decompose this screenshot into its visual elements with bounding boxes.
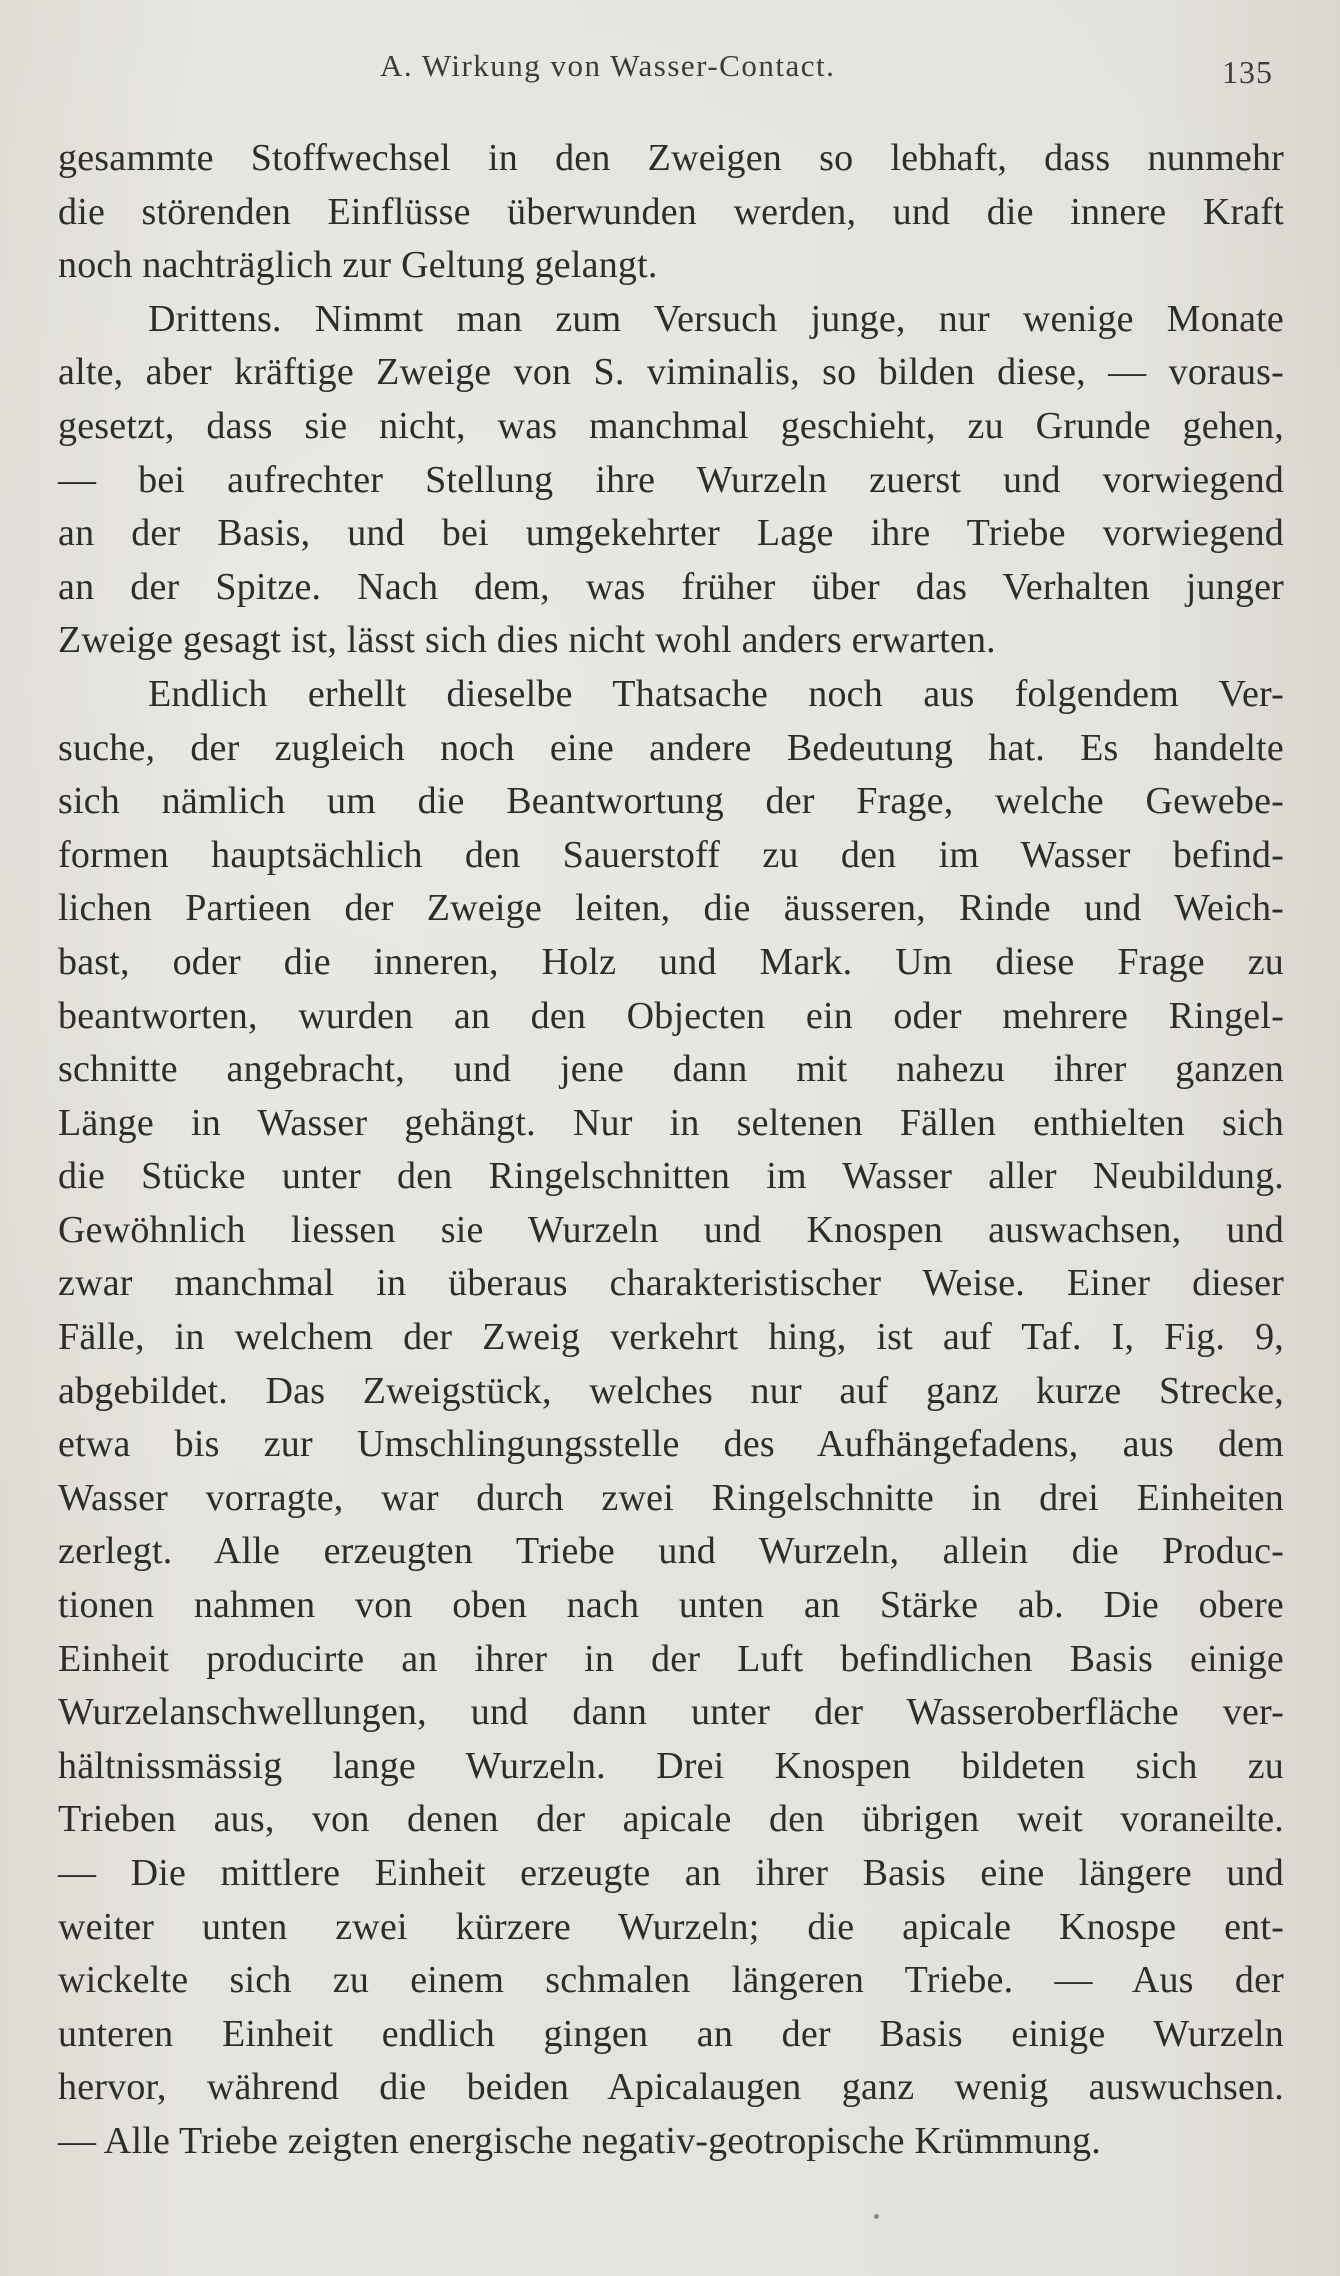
text-line: lichen Partieen der Zweige leiten, die äusseren, Rinde und Weich- [58, 887, 1284, 930]
text-line: — Die mittlere Einheit erzeugte an ihrer Basis eine längere und [58, 1852, 1284, 1894]
text-line: unteren Einheit endlich gingen an der Basis einige Wurzeln [58, 2012, 1284, 2055]
text-line: gesammte Stoffwechsel in den Zweigen so lebhaft, dass nunmehr [58, 137, 1284, 179]
text-line: Einheit producirte an ihrer in der Luft befindlichen Basis einige [58, 1637, 1284, 1680]
text-line: die störenden Einflüsse überwunden werden, und die innere Kraft [58, 190, 1284, 233]
text-line: abgebildet. Das Zweigstück, welches nur auf ganz kurze Strecke, [58, 1369, 1284, 1412]
text-line: formen hauptsächlich den Sauerstoff zu den im Wasser befind- [58, 833, 1284, 876]
text-line: schnitte angebracht, und jene dann mit nahezu ihrer ganzen [58, 1048, 1284, 1091]
text-line: hältnissmässig lange Wurzeln. Drei Knospen bildeten sich zu [58, 1744, 1284, 1787]
paragraph-start-line: Endlich erhellt dieselbe Thatsache noch aus folgendem Ver- [148, 672, 1284, 715]
text-line: Fälle, in welchem der Zweig verkehrt hing, ist auf Taf. I, Fig. 9, [58, 1316, 1284, 1359]
text-line: gesetzt, dass sie nicht, was manchmal geschieht, zu Grunde gehen, [58, 404, 1284, 447]
text-line: suche, der zugleich noch eine andere Bedeutung hat. Es handelte [58, 726, 1284, 769]
text-line: die Stücke unter den Ringelschnitten im Wasser aller Neubildung. [58, 1155, 1284, 1198]
running-head [0, 48, 1340, 98]
paper-speck [874, 2214, 879, 2219]
page-number: 135 [1222, 54, 1273, 90]
text-line: wickelte sich zu einem schmalen längeren Triebe. — Aus der [58, 1959, 1284, 2002]
text-line: bast, oder die inneren, Holz und Mark. Um diese Frage zu [58, 940, 1284, 983]
text-line: Wasser vorragte, war durch zwei Ringelschnitte in drei Einheiten [58, 1476, 1284, 1519]
text-line: alte, aber kräftige Zweige von S. viminalis, so bilden diese, — voraus- [58, 351, 1284, 394]
text-line: an der Basis, und bei umgekehrter Lage ihre Triebe vorwiegend [58, 512, 1284, 555]
text-line: tionen nahmen von oben nach unten an Stärke ab. Die obere [58, 1584, 1284, 1627]
text-line: Wurzelanschwellungen, und dann unter der Wasseroberfläche ver- [58, 1691, 1284, 1734]
text-line: sich nämlich um die Beantwortung der Frage, welche Gewebe- [58, 780, 1284, 823]
text-line: — Alle Triebe zeigten energische negativ-geotropische Krümmung. [58, 2119, 1101, 2162]
text-line: noch nachträglich zur Geltung gelangt. [58, 244, 658, 287]
text-line: weiter unten zwei kürzere Wurzeln; die apicale Knospe ent- [58, 1905, 1284, 1948]
text-line: Gewöhnlich liessen sie Wurzeln und Knospen auswachsen, und [58, 1208, 1284, 1251]
body-text [58, 132, 1284, 2169]
running-title: A. Wirkung von Wasser-Contact. [380, 48, 836, 83]
text-line: zerlegt. Alle erzeugten Triebe und Wurzeln, allein die Produc- [58, 1530, 1284, 1573]
text-line: hervor, während die beiden Apicalaugen ganz wenig auswuchsen. [58, 2066, 1284, 2109]
text-line: Zweige gesagt ist, lässt sich dies nicht wohl anders erwarten. [58, 619, 996, 662]
text-line: an der Spitze. Nach dem, was früher über das Verhalten junger [58, 565, 1284, 608]
text-line: beantworten, wurden an den Objecten ein oder mehrere Ringel- [58, 994, 1284, 1037]
paragraph-start-line: Drittens. Nimmt man zum Versuch junge, nur wenige Monate [148, 297, 1284, 340]
text-line: etwa bis zur Umschlingungsstelle des Aufhängefadens, aus dem [58, 1423, 1284, 1466]
text-line: zwar manchmal in überaus charakteristischer Weise. Einer dieser [58, 1262, 1284, 1305]
text-line: Trieben aus, von denen der apicale den übrigen weit voraneilte. [58, 1798, 1284, 1841]
text-line: — bei aufrechter Stellung ihre Wurzeln zuerst und vorwiegend [58, 458, 1284, 501]
text-line: Länge in Wasser gehängt. Nur in seltenen Fällen enthielten sich [58, 1101, 1284, 1144]
